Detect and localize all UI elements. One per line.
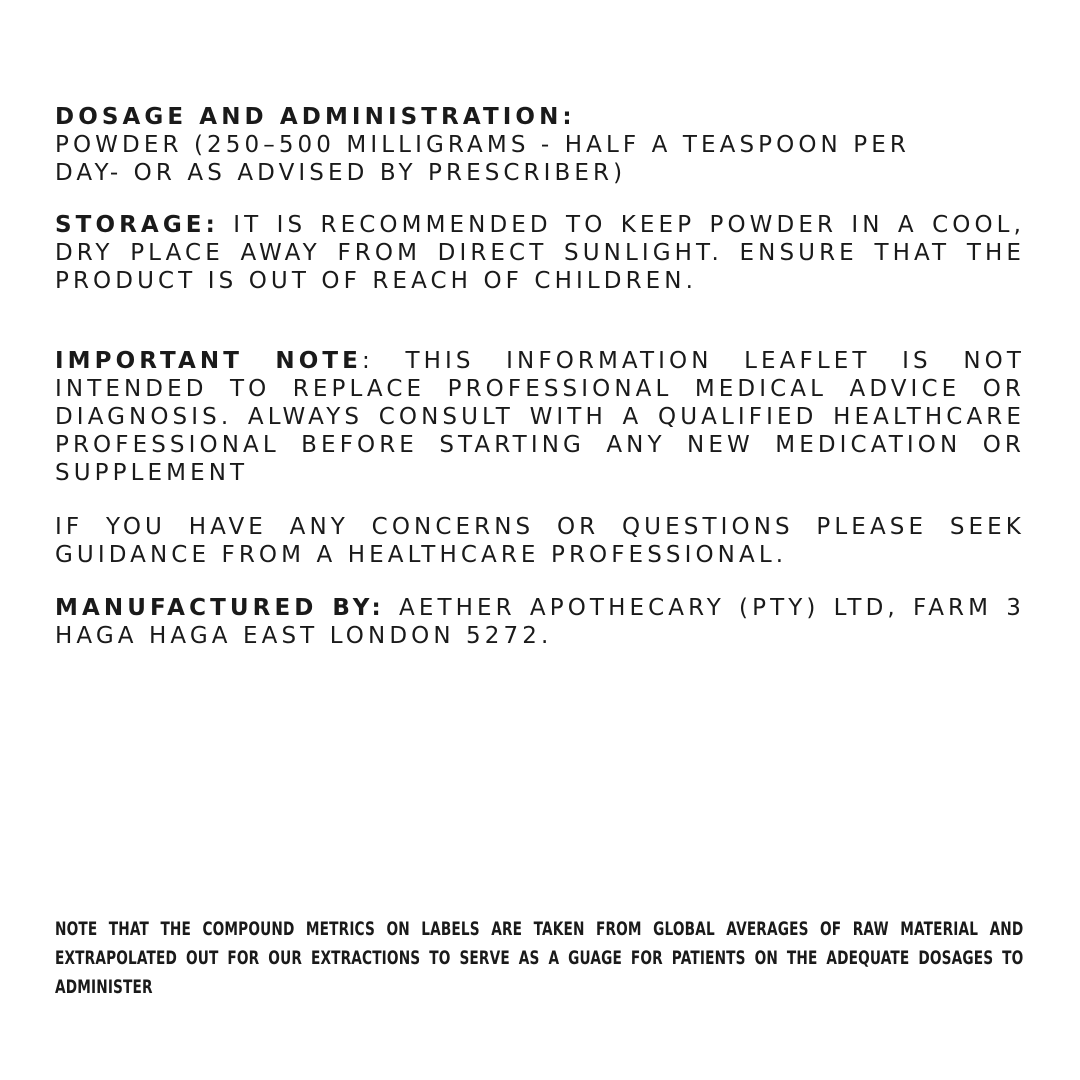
- storage-heading: STORAGE:: [55, 212, 219, 238]
- storage-section: [55, 211, 1025, 295]
- important-note-heading: IMPORTANT NOTE: [55, 348, 362, 374]
- questions-text: IF YOU HAVE ANY CONCERNS OR QUESTIONS PLEASE SEEK GUIDANCE FROM A HEALTHCARE PROFESSIONAL.: [55, 514, 1025, 568]
- dosage-heading: DOSAGE AND ADMINISTRATION:: [55, 104, 576, 130]
- manufacturer-section: [55, 594, 1025, 650]
- leaflet-body: [55, 103, 1025, 650]
- dosage-section: [55, 103, 1025, 187]
- important-note-section: [55, 347, 1025, 487]
- important-note-text: : THIS INFORMATION LEAFLET IS NOT INTENDED TO REPLACE PROFESSIONAL MEDICAL ADVICE OR DIAGNOSIS. ALWAYS CONSULT WITH A QUALIFIED HEALTHCARE PROFESSIONAL BEFORE STARTING ANY NEW MEDICATION OR SUPPLEMENT: [55, 348, 1025, 486]
- dosage-line-2: DAY- OR AS ADVISED BY PRESCRIBER): [55, 160, 627, 186]
- footnote-disclaimer: NOTE THAT THE COMPOUND METRICS ON LABELS ARE TAKEN FROM GLOBAL AVERAGES OF RAW MATERIAL AND EXTRAPOLATED OUT FOR OUR EXTRACTIONS TO SERVE AS A GUAGE FOR PATIENTS ON THE ADEQUATE DOSAGES TO ADMINISTER: [55, 918, 1024, 998]
- storage-text: IT IS RECOMMENDED TO KEEP POWDER IN A COOL, DRY PLACE AWAY FROM DIRECT SUNLIGHT. ENSURE THAT THE PRODUCT IS OUT OF REACH OF CHILDREN.: [55, 212, 1025, 294]
- questions-section: [55, 513, 1025, 569]
- manufacturer-text: AETHER APOTHECARY (PTY) LTD, FARM 3 HAGA HAGA EAST LONDON 5272.: [55, 595, 1026, 649]
- dosage-line-1: POWDER (250–500 MILLIGRAMS - HALF A TEASPOON PER: [55, 132, 910, 158]
- manufacturer-heading: MANUFACTURED BY:: [55, 595, 385, 621]
